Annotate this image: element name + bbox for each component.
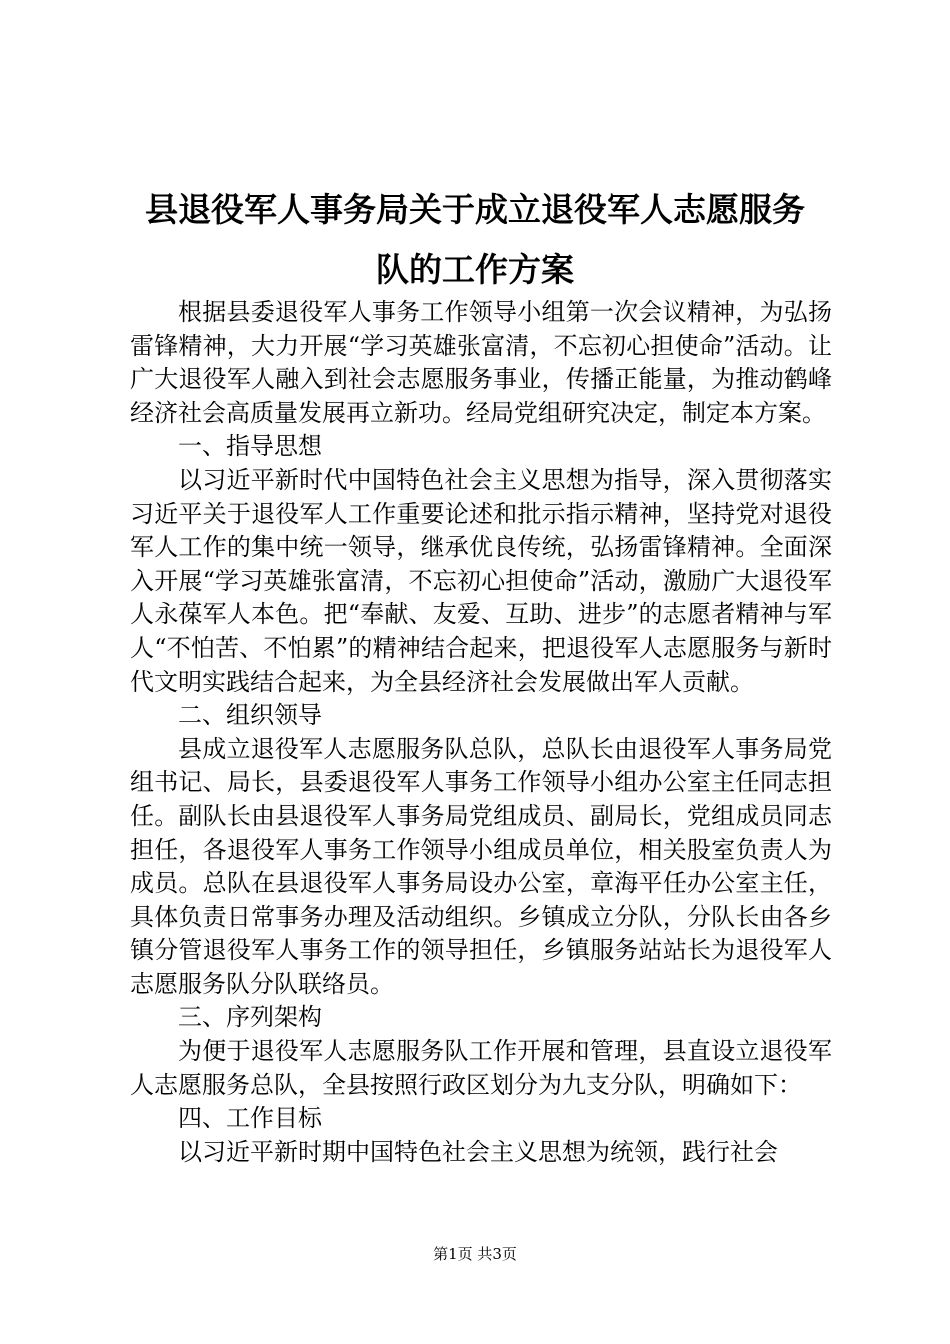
page-footer: 第1页 共3页 — [433, 1245, 517, 1263]
section-heading-goals: 四、工作目标 — [178, 1104, 322, 1133]
guiding-ideology-paragraph: 以习近平新时代中国特色社会主义思想为指导，深入贯彻落实习近平关于退役军人工作重要论述和批示指示精神，坚持党对退役军人工作的集中统一领导，继承优良传统，弘扬雷锋精神。全面深入开展“学习英雄张富清，不忘初心担使命”活动，激励广大退役军人永葆军人本色。把“奉献、友爱、互助、进步”的志愿者精神与军人“不怕苦、不怕累”的精神结合起来，把退役军人志愿服务与新时代文明实践结合起来，为全县经济社会发展做出军人贡献。 — [130, 465, 832, 696]
document-title-line-2: 队的工作方案 — [376, 250, 574, 289]
section-heading-structure: 三、序列架构 — [178, 1003, 322, 1032]
document-title-line-1: 县退役军人事务局关于成立退役军人志愿服务 — [145, 190, 805, 229]
section-heading-organization: 二、组织领导 — [178, 701, 322, 730]
section-heading-guiding-ideology: 一、指导思想 — [178, 432, 322, 461]
organization-paragraph: 县成立退役军人志愿服务队总队，总队长由退役军人事务局党组书记、局长，县委退役军人事务工作领导小组办公室主任同志担任。副队长由县退役军人事务局党组成员、副局长，党组成员同志担任，各退役军人事务工作领导小组成员单位，相关股室负责人为成员。总队在县退役军人事务局设办公室，章海平任办公室主任，具体负责日常事务办理及活动组织。乡镇成立分队，分队长由各乡镇分管退役军人事务工作的领导担任，乡镇服务站站长为退役军人志愿服务队分队联络员。 — [130, 734, 832, 998]
intro-paragraph: 根据县委退役军人事务工作领导小组第一次会议精神，为弘扬雷锋精神，大力开展“学习英雄张富清，不忘初心担使命”活动。让广大退役军人融入到社会志愿服务事业，传播正能量，为推动鹤峰经济社会高质量发展再立新功。经局党组研究决定，制定本方案。 — [130, 298, 832, 427]
goals-paragraph: 以习近平新时期中国特色社会主义思想为统领，践行社会 — [178, 1137, 778, 1166]
structure-paragraph: 为便于退役军人志愿服务队工作开展和管理，县直设立退役军人志愿服务总队，全县按照行政区划分为九支分队，明确如下： — [130, 1037, 832, 1099]
document-body — [130, 296, 832, 1169]
